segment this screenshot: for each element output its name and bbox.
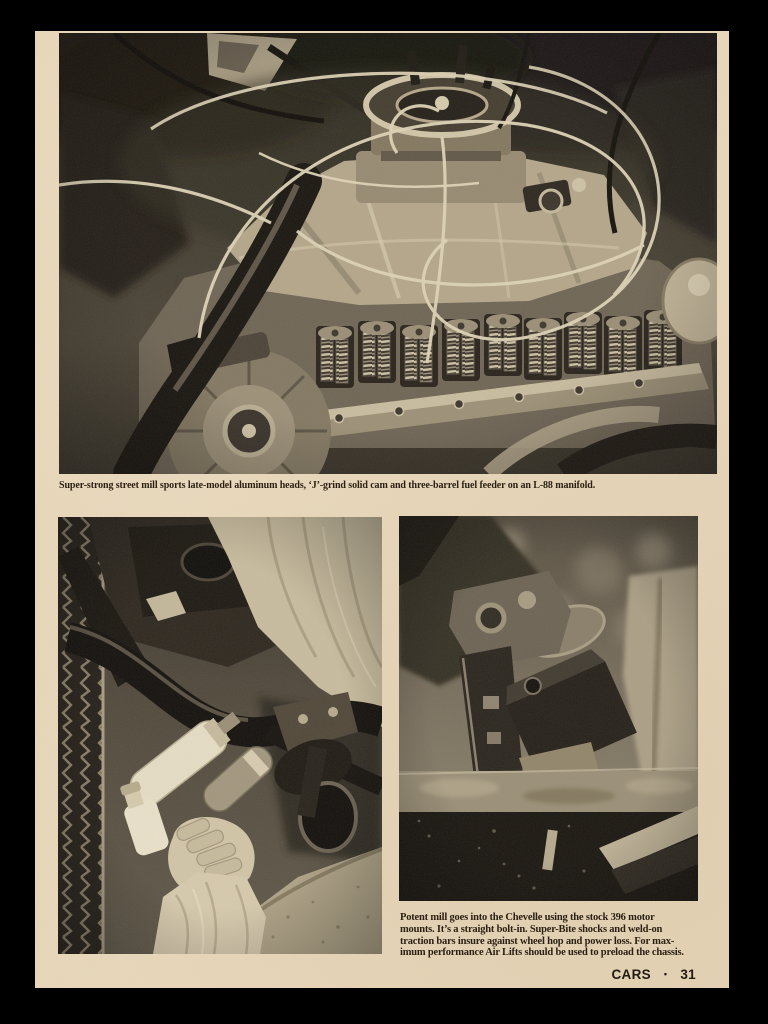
shock-install-photo [58, 517, 382, 954]
magazine-title: CARS [611, 966, 651, 982]
caption-line: traction bars insure against wheel hop and power loss. For max- [400, 935, 675, 947]
engine-photo-art [59, 33, 717, 474]
motor-mount-photo-art [399, 516, 698, 901]
top-photo-caption: Super-strong street mill sports late-model aluminum heads, ‘J’-grind solid cam and three-barrel fuel feeder on an L-88 manifold. [59, 480, 596, 491]
caption-line: mounts. It’s a straight bolt-in. Super-Bite shocks and weld-on [400, 923, 663, 935]
bullet-separator: • [663, 969, 668, 979]
motor-mount-photo [399, 516, 698, 901]
caption-line: Potent mill goes into the Chevelle using the stock 396 motor [400, 912, 655, 923]
shock-install-photo-art [58, 517, 382, 954]
page-number: 31 [680, 966, 696, 982]
magazine-page [35, 31, 729, 988]
page-footer [611, 966, 696, 982]
bottom-right-caption [400, 912, 716, 959]
engine-photo [59, 33, 717, 474]
caption-line: imum performance Air Lifts should be used to preload the chassis. [400, 947, 684, 959]
